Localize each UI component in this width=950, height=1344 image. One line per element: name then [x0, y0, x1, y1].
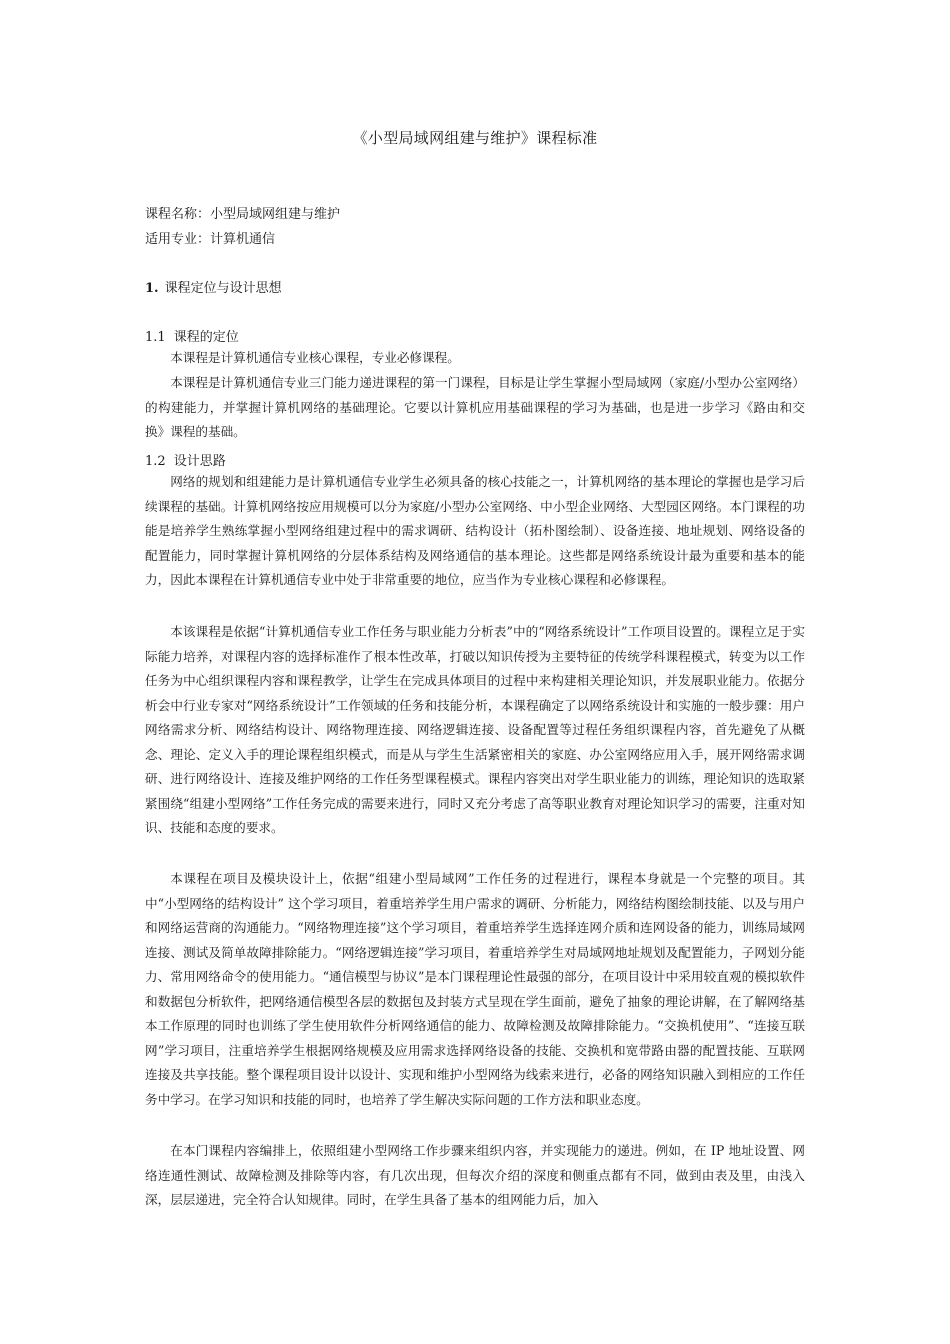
major-line: 适用专业：计算机通信 [145, 232, 276, 247]
section-title: 课程定位与设计思想 [164, 281, 282, 296]
section-heading-1-2 [145, 450, 226, 469]
course-name-line: 课程名称：小型局域网组建与维护 [145, 207, 341, 222]
section-heading-1-1 [145, 326, 239, 345]
section-title: 课程的定位 [173, 330, 239, 345]
section-number: 1.1 [145, 330, 166, 345]
section-title: 设计思路 [173, 454, 226, 469]
paragraph: 网络的规划和组建能力是计算机通信专业学生必须具备的核心技能之一，计算机网络的基本理论的掌握也是学习后续课程的基础。计算机网络按应用规模可以分为家庭/小型办公室网络、中小型企业网络、大型园区网络。本门课程的功能是培养学生熟练掌握小型网络组建过程中的需求调研、结构设计（拓朴图绘制）、设备连接、地址规划、网络设备的配置能力，同时掌握计算机网络的分层体系结构及网络通信的基本理论。这些都是网络系统设计最为重要和基本的能力，因此本课程在计算机通信专业中处于非常重要的地位，应当作为专业核心课程和必修课程。 [145, 474, 805, 587]
paragraph: 本该课程是依据“计算机通信专业工作任务与职业能力分析表”中的“网络系统设计”工作项目设置的。课程立足于实际能力培养，对课程内容的选择标准作了根本性改革，打破以知识传授为主要特征的传统学科课程模式，转变为以工作任务为中心组织课程内容和课程教学，让学生在完成具体项目的过程中来构建相关理论知识，并发展职业能力。依据分析会中行业专家对“网络系统设计”工作领域的任务和技能分析，本课程确定了以网络系统设计和实施的一般步骤：用户网络需求分析、网络结构设计、网络物理连接、网络逻辑连接、设备配置等过程任务组织课程内容，首先避免了从概念、理论、定义入手的理论课程组织模式，而是从与学生生活紧密相关的家庭、办公室网络应用入手，展开网络需求调研、进行网络设计、连接及维护网络的工作任务型课程模式。课程内容突出对学生职业能力的训练，理论知识的选取紧紧围绕“组建小型网络”工作任务完成的需要来进行，同时又充分考虑了高等职业教育对理论知识学习的需要，注重对知识、技能和态度的要求。 [145, 624, 805, 835]
document-title: 《小型局域网组建与维护》课程标准 [352, 129, 598, 147]
paragraph: 本课程是计算机通信专业核心课程，专业必修课程。 [170, 350, 460, 365]
section-number: 1.2 [145, 454, 166, 469]
paragraph: 本课程在项目及模块设计上，依据“组建小型局域网”工作任务的过程进行，课程本身就是一个完整的项目。其中“小型网络的结构设计” 这个学习项目，着重培养学生用户需求的调研、分析能力，网络结构图绘制技能、以及与用户和网络运营商的沟通能力。“网络物理连接”这个学习项目，着重培养学生选择连网介质和连网设备的能力，训练局域网连接、测试及简单故障排除能力。“网络逻辑连接”学习项目，着重培养学生对局域网地址规划及配置能力，子网划分能力、常用网络命令的使用能力。“通信模型与协议”是本门课程理论性最强的部分，在项目设计中采用较直观的模拟软件和数据包分析软件，把网络通信模型各层的数据包及封装方式呈现在学生面前，避免了抽象的理论讲解，在了解网络基本工作原理的同时也训练了学生使用软件分析网络通信的能力、故障检测及故障排除能力。“交换机使用”、“连接互联网”学习项目，注重培养学生根据网络规模及应用需求选择网络设备的技能、交换机和宽带路由器的配置技能、互联网连接及共享技能。整个课程项目设计以设计、实现和维护小型网络为线索来进行，必备的网络知识融入到相应的工作任务中学习。在学习知识和技能的同时，也培养了学生解决实际问题的工作方法和职业态度。 [145, 871, 805, 1107]
paragraph: 本课程是计算机通信专业三门能力递进课程的第一门课程，目标是让学生掌握小型局域网（家庭/小型办公室网络）的构建能力，并掌握计算机网络的基础理论。它要以计算机应用基础课程的学习为基础，也是进一步学习《路由和交换》课程的基础。 [145, 375, 805, 439]
section-heading-1 [145, 277, 282, 296]
paragraph: 在本门课程内容编排上，依照组建小型网络工作步骤来组织内容，并实现能力的递进。例如，在 IP 地址设置、网络连通性测试、故障检测及排除等内容，有几次出现，但每次介绍的深度和侧重点都有不同，做到由表及里，由浅入深，层层递进，完全符合认知规律。同时，在学生具备了基本的组网能力后，加入 [145, 1143, 805, 1207]
section-number: 1. [145, 281, 159, 296]
